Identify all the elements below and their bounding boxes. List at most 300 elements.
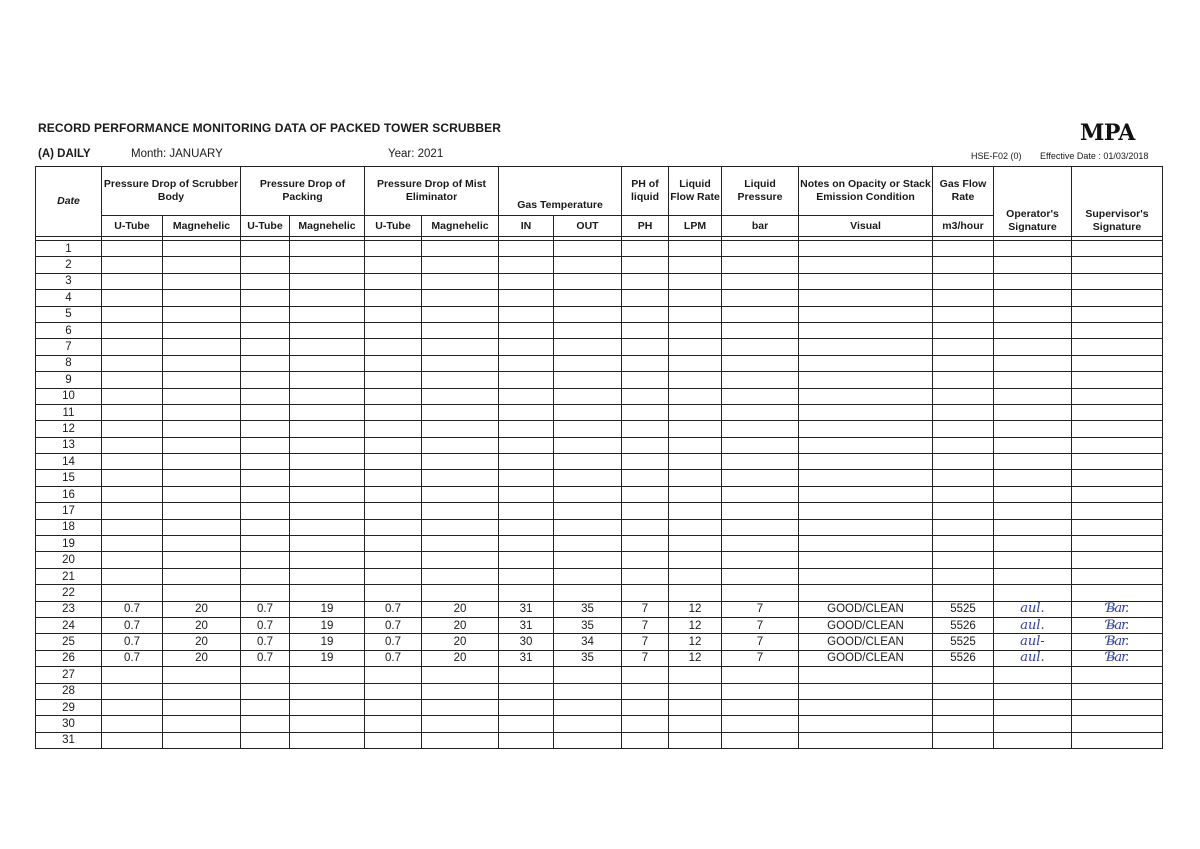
table-row [36, 388, 1163, 404]
utube-mist-cell: 0.7 [365, 634, 422, 650]
table-row [36, 617, 1163, 633]
gas-flow-rate-cell [933, 372, 994, 388]
utube-scrubber-cell: 0.7 [102, 601, 163, 617]
magnehelic-scrubber-cell [163, 241, 241, 257]
liquid-pressure-cell [722, 667, 799, 683]
utube-packing-cell [241, 568, 290, 584]
liquid-pressure-cell [722, 273, 799, 289]
gas-flow-rate-cell [933, 683, 994, 699]
ph-value-cell [622, 290, 669, 306]
operator-signature-cell [994, 536, 1072, 552]
liquid-pressure-cell [722, 339, 799, 355]
operator-signature-cell [994, 306, 1072, 322]
table-row [36, 290, 1163, 306]
gas-temp-in-cell [499, 421, 554, 437]
ph-value-cell [622, 437, 669, 453]
gas-flow-rate-cell [933, 667, 994, 683]
flow-header: Liquid Flow Rate [669, 167, 722, 216]
liquid-pressure-cell [722, 322, 799, 338]
magnehelic-packing-cell: 19 [290, 650, 365, 666]
utube-packing-cell: 0.7 [241, 650, 290, 666]
supervisor-signature-cell [1072, 241, 1163, 257]
ph-value-cell [622, 421, 669, 437]
magnehelic-scrubber-cell [163, 552, 241, 568]
day-cell: 19 [36, 536, 102, 552]
visual-notes-cell [799, 290, 933, 306]
gas-temp-out-cell [554, 683, 622, 699]
utube-scrubber-cell [102, 454, 163, 470]
utube-mist-cell [365, 732, 422, 748]
monitoring-table [35, 166, 1163, 749]
gas-flow-rate-cell: 5526 [933, 617, 994, 633]
lpm-unit: LPM [669, 216, 722, 237]
liquid-pressure-cell: 7 [722, 650, 799, 666]
liquid-pressure-cell [722, 699, 799, 715]
temp-out-unit: OUT [554, 216, 622, 237]
table-row [36, 536, 1163, 552]
table-row [36, 716, 1163, 732]
utube-mist-cell: 0.7 [365, 650, 422, 666]
utube-packing-cell [241, 454, 290, 470]
magnehelic-scrubber-cell [163, 437, 241, 453]
utube-scrubber-cell [102, 536, 163, 552]
supervisor-signature-cell [1072, 257, 1163, 273]
magnehelic-packing-cell: 19 [290, 634, 365, 650]
table-row [36, 454, 1163, 470]
utube-mist-cell: 0.7 [365, 601, 422, 617]
utube-scrubber-cell [102, 667, 163, 683]
utube-packing-cell: 0.7 [241, 617, 290, 633]
utube-packing-cell [241, 585, 290, 601]
m3-unit: m3/hour [933, 216, 994, 237]
magnehelic-mist-cell [422, 716, 499, 732]
utube-packing-cell: 0.7 [241, 634, 290, 650]
visual-notes-cell [799, 667, 933, 683]
operator-signature-cell [994, 585, 1072, 601]
utube-unit: U-Tube [365, 216, 422, 237]
magnehelic-scrubber-cell [163, 699, 241, 715]
form-title: RECORD PERFORMANCE MONITORING DATA OF PACKED TOWER SCRUBBER [38, 121, 502, 135]
liquid-flow-cell [669, 585, 722, 601]
liquid-flow-cell [669, 470, 722, 486]
visual-notes-cell [799, 486, 933, 502]
gas-temp-out-cell: 35 [554, 650, 622, 666]
supervisor-signature-cell [1072, 290, 1163, 306]
magnehelic-scrubber-cell: 20 [163, 650, 241, 666]
utube-packing-cell [241, 683, 290, 699]
gas-temp-in-cell [499, 503, 554, 519]
day-cell: 9 [36, 372, 102, 388]
magnehelic-scrubber-cell [163, 683, 241, 699]
operator-signature-cell [994, 404, 1072, 420]
liquid-pressure-cell: 7 [722, 601, 799, 617]
utube-mist-cell [365, 519, 422, 535]
utube-packing-cell [241, 273, 290, 289]
magnehelic-mist-cell [422, 470, 499, 486]
table-row [36, 355, 1163, 371]
gas-flow-rate-cell [933, 257, 994, 273]
visual-notes-cell [799, 503, 933, 519]
magnehelic-scrubber-cell [163, 306, 241, 322]
ph-value-cell: 7 [622, 634, 669, 650]
visual-notes-cell [799, 732, 933, 748]
magnehelic-scrubber-cell [163, 732, 241, 748]
gas-flow-rate-cell: 5525 [933, 601, 994, 617]
magnehelic-scrubber-cell [163, 454, 241, 470]
liquid-pressure-cell [722, 421, 799, 437]
magnehelic-mist-cell [422, 699, 499, 715]
visual-notes-cell [799, 273, 933, 289]
operator-signature-cell: aul- [994, 634, 1072, 650]
utube-packing-cell [241, 372, 290, 388]
day-cell: 17 [36, 503, 102, 519]
utube-scrubber-cell [102, 355, 163, 371]
liquid-pressure-cell: 7 [722, 634, 799, 650]
visual-notes-cell [799, 552, 933, 568]
magnehelic-mist-cell [422, 339, 499, 355]
table-row [36, 273, 1163, 289]
gas-temp-in-cell [499, 699, 554, 715]
magnehelic-packing-cell [290, 552, 365, 568]
liquid-pressure-cell [722, 290, 799, 306]
utube-scrubber-cell [102, 552, 163, 568]
gas-temp-out-cell [554, 552, 622, 568]
magnehelic-mist-cell [422, 355, 499, 371]
utube-mist-cell [365, 683, 422, 699]
utube-packing-cell [241, 306, 290, 322]
utube-scrubber-cell [102, 699, 163, 715]
magnehelic-packing-cell [290, 273, 365, 289]
table-row [36, 486, 1163, 502]
table-row [36, 322, 1163, 338]
gas-temp-out-cell [554, 503, 622, 519]
magnehelic-packing-cell [290, 699, 365, 715]
ph-value-cell [622, 388, 669, 404]
liquid-flow-cell: 12 [669, 617, 722, 633]
liquid-pressure-cell [722, 257, 799, 273]
liquid-pressure-cell [722, 404, 799, 420]
magnehelic-scrubber-cell [163, 503, 241, 519]
utube-unit: U-Tube [241, 216, 290, 237]
gas-temp-in-cell [499, 716, 554, 732]
utube-packing-cell [241, 716, 290, 732]
table-row [36, 241, 1163, 257]
utube-packing-cell [241, 290, 290, 306]
day-cell: 1 [36, 241, 102, 257]
gas-temp-in-cell: 31 [499, 650, 554, 666]
day-cell: 4 [36, 290, 102, 306]
gas-flow-rate-cell [933, 486, 994, 502]
day-cell: 10 [36, 388, 102, 404]
day-cell: 26 [36, 650, 102, 666]
liquid-pressure-cell [722, 519, 799, 535]
magnehelic-scrubber-cell [163, 667, 241, 683]
utube-mist-cell [365, 421, 422, 437]
gas-flow-rate-cell [933, 568, 994, 584]
gas-temp-out-cell [554, 716, 622, 732]
gas-temp-out-cell [554, 339, 622, 355]
ph-value-cell [622, 732, 669, 748]
liquid-pressure-cell [722, 568, 799, 584]
gas-temp-in-cell [499, 585, 554, 601]
liquid-pressure-cell [722, 372, 799, 388]
supervisor-signature-cell [1072, 454, 1163, 470]
gas-temp-out-cell [554, 404, 622, 420]
liquid-pressure-cell [722, 486, 799, 502]
supervisor-signature-cell [1072, 355, 1163, 371]
utube-scrubber-cell [102, 241, 163, 257]
table-row [36, 552, 1163, 568]
supervisor-signature-cell [1072, 437, 1163, 453]
day-cell: 6 [36, 322, 102, 338]
liquid-pressure-cell [722, 683, 799, 699]
ph-value-cell [622, 552, 669, 568]
liquid-flow-cell: 12 [669, 634, 722, 650]
liquid-flow-cell [669, 667, 722, 683]
day-cell: 16 [36, 486, 102, 502]
supervisor-signature-cell [1072, 273, 1163, 289]
gas-temp-in-cell: 30 [499, 634, 554, 650]
supervisor-signature-cell [1072, 470, 1163, 486]
supervisor-signature-cell [1072, 552, 1163, 568]
day-cell: 27 [36, 667, 102, 683]
operator-signature-cell: aul. [994, 601, 1072, 617]
utube-scrubber-cell [102, 486, 163, 502]
day-cell: 5 [36, 306, 102, 322]
ph-value-cell [622, 355, 669, 371]
supervisor-signature-cell [1072, 306, 1163, 322]
liquid-pressure-cell [722, 503, 799, 519]
utube-packing-cell [241, 355, 290, 371]
liquid-pressure-cell [722, 454, 799, 470]
supervisor-signature-cell [1072, 716, 1163, 732]
utube-scrubber-cell [102, 470, 163, 486]
utube-mist-cell [365, 552, 422, 568]
bar-unit: bar [722, 216, 799, 237]
gas-temp-out-cell [554, 306, 622, 322]
gas-temp-out-cell [554, 568, 622, 584]
gas-flow-rate-cell [933, 470, 994, 486]
visual-notes-cell: GOOD/CLEAN [799, 617, 933, 633]
magnehelic-packing-cell [290, 503, 365, 519]
gas-temp-in-cell [499, 470, 554, 486]
gas-flow-rate-cell [933, 454, 994, 470]
magnehelic-mist-cell [422, 486, 499, 502]
ph-unit: PH [622, 216, 669, 237]
supervisor-signature-header: Supervisor's Signature [1072, 167, 1163, 237]
table-row [36, 372, 1163, 388]
gas-temp-in-cell [499, 486, 554, 502]
magnehelic-mist-cell: 20 [422, 650, 499, 666]
utube-mist-cell [365, 241, 422, 257]
table-row [36, 421, 1163, 437]
utube-mist-cell [365, 437, 422, 453]
utube-scrubber-cell [102, 372, 163, 388]
magnehelic-packing-cell: 19 [290, 617, 365, 633]
magnehelic-scrubber-cell [163, 372, 241, 388]
gas-temp-in-cell [499, 322, 554, 338]
magnehelic-mist-cell [422, 568, 499, 584]
day-cell: 12 [36, 421, 102, 437]
magnehelic-scrubber-cell [163, 519, 241, 535]
magnehelic-mist-cell [422, 552, 499, 568]
gas-temp-in-cell [499, 273, 554, 289]
visual-notes-cell [799, 404, 933, 420]
supervisor-signature-cell [1072, 699, 1163, 715]
table-row [36, 437, 1163, 453]
supervisor-signature-cell [1072, 568, 1163, 584]
operator-signature-cell [994, 273, 1072, 289]
magnehelic-packing-cell [290, 404, 365, 420]
magnehelic-packing-cell [290, 683, 365, 699]
table-row [36, 339, 1163, 355]
gas-temp-in-cell [499, 290, 554, 306]
visual-notes-cell [799, 322, 933, 338]
liquid-flow-cell [669, 536, 722, 552]
visual-notes-cell [799, 470, 933, 486]
gas-temp-out-cell [554, 290, 622, 306]
magnehelic-mist-cell [422, 421, 499, 437]
visual-notes-cell [799, 388, 933, 404]
liquid-flow-cell [669, 421, 722, 437]
day-cell: 23 [36, 601, 102, 617]
table-row [36, 634, 1163, 650]
table-row [36, 699, 1163, 715]
year-label: Year: 2021 [388, 148, 444, 160]
magnehelic-mist-cell [422, 273, 499, 289]
liquid-flow-cell [669, 339, 722, 355]
utube-packing-cell [241, 421, 290, 437]
utube-packing-cell [241, 536, 290, 552]
utube-packing-cell [241, 667, 290, 683]
gas-temp-out-cell [554, 519, 622, 535]
magnehelic-scrubber-cell [163, 585, 241, 601]
pd-scrubber-header: Pressure Drop of Scrubber Body [102, 167, 241, 216]
utube-mist-cell [365, 322, 422, 338]
supervisor-signature-cell [1072, 732, 1163, 748]
ph-value-cell [622, 322, 669, 338]
gas-temp-header: Gas Temperature [499, 167, 622, 216]
magnehelic-scrubber-cell [163, 322, 241, 338]
liquid-pressure-cell [722, 716, 799, 732]
visual-notes-cell [799, 568, 933, 584]
magnehelic-mist-cell [422, 732, 499, 748]
table-row [36, 585, 1163, 601]
utube-scrubber-cell [102, 322, 163, 338]
gas-temp-out-cell [554, 437, 622, 453]
magnehelic-packing-cell: 19 [290, 601, 365, 617]
supervisor-signature-cell [1072, 372, 1163, 388]
visual-notes-cell: GOOD/CLEAN [799, 634, 933, 650]
magnehelic-scrubber-cell [163, 388, 241, 404]
gas-temp-out-cell [554, 241, 622, 257]
gas-flow-rate-cell [933, 290, 994, 306]
utube-mist-cell [365, 667, 422, 683]
ph-value-cell [622, 257, 669, 273]
frequency-label: (A) DAILY [38, 148, 91, 160]
utube-packing-cell [241, 257, 290, 273]
magnehelic-mist-cell [422, 388, 499, 404]
gas-temp-out-cell [554, 355, 622, 371]
operator-signature-cell [994, 552, 1072, 568]
magnehelic-packing-cell [290, 454, 365, 470]
magnehelic-packing-cell [290, 470, 365, 486]
visual-notes-cell [799, 519, 933, 535]
gas-temp-in-cell [499, 552, 554, 568]
gas-flow-rate-cell [933, 519, 994, 535]
table-row [36, 470, 1163, 486]
magnehelic-packing-cell [290, 322, 365, 338]
gas-temp-out-cell [554, 486, 622, 502]
utube-scrubber-cell: 0.7 [102, 634, 163, 650]
operator-signature-cell [994, 519, 1072, 535]
visual-notes-cell [799, 536, 933, 552]
utube-packing-cell [241, 388, 290, 404]
gas-temp-out-cell: 35 [554, 617, 622, 633]
magnehelic-mist-cell [422, 503, 499, 519]
magnehelic-scrubber-cell [163, 273, 241, 289]
utube-scrubber-cell [102, 716, 163, 732]
utube-scrubber-cell [102, 683, 163, 699]
gas-flow-rate-cell [933, 322, 994, 338]
table-row [36, 601, 1163, 617]
utube-mist-cell [365, 470, 422, 486]
liquid-flow-cell [669, 552, 722, 568]
magnehelic-scrubber-cell [163, 716, 241, 732]
visual-notes-cell [799, 716, 933, 732]
liquid-flow-cell: 12 [669, 601, 722, 617]
visual-unit: Visual [799, 216, 933, 237]
liquid-flow-cell [669, 732, 722, 748]
magnehelic-mist-cell [422, 306, 499, 322]
utube-mist-cell [365, 372, 422, 388]
magnehelic-packing-cell [290, 667, 365, 683]
gas-flow-rate-cell [933, 585, 994, 601]
magnehelic-packing-cell [290, 257, 365, 273]
company-logo: MPA [1080, 120, 1135, 146]
visual-notes-cell [799, 699, 933, 715]
utube-packing-cell [241, 732, 290, 748]
utube-scrubber-cell [102, 421, 163, 437]
gas-temp-out-cell [554, 667, 622, 683]
gas-temp-in-cell: 31 [499, 601, 554, 617]
liquid-flow-cell [669, 503, 722, 519]
liquid-flow-cell [669, 454, 722, 470]
gas-temp-in-cell [499, 257, 554, 273]
day-cell: 25 [36, 634, 102, 650]
table-row [36, 404, 1163, 420]
utube-scrubber-cell [102, 290, 163, 306]
utube-scrubber-cell: 0.7 [102, 650, 163, 666]
supervisor-signature-cell [1072, 421, 1163, 437]
table-row [36, 683, 1163, 699]
effective-date: Effective Date : 01/03/2018 [1040, 151, 1149, 161]
gas-flow-rate-cell [933, 716, 994, 732]
supervisor-signature-cell [1072, 503, 1163, 519]
ph-value-cell [622, 372, 669, 388]
magnehelic-mist-cell: 20 [422, 601, 499, 617]
liquid-flow-cell [669, 306, 722, 322]
gas-temp-out-cell: 34 [554, 634, 622, 650]
liquid-flow-cell [669, 372, 722, 388]
magnehelic-unit: Magnehelic [422, 216, 499, 237]
table-row [36, 667, 1163, 683]
operator-signature-cell [994, 257, 1072, 273]
ph-header: PH of liquid [622, 167, 669, 216]
liquid-pressure-cell [722, 355, 799, 371]
liquid-pressure-cell: 7 [722, 617, 799, 633]
supervisor-signature-cell: Ɓ̶ar. [1072, 634, 1163, 650]
